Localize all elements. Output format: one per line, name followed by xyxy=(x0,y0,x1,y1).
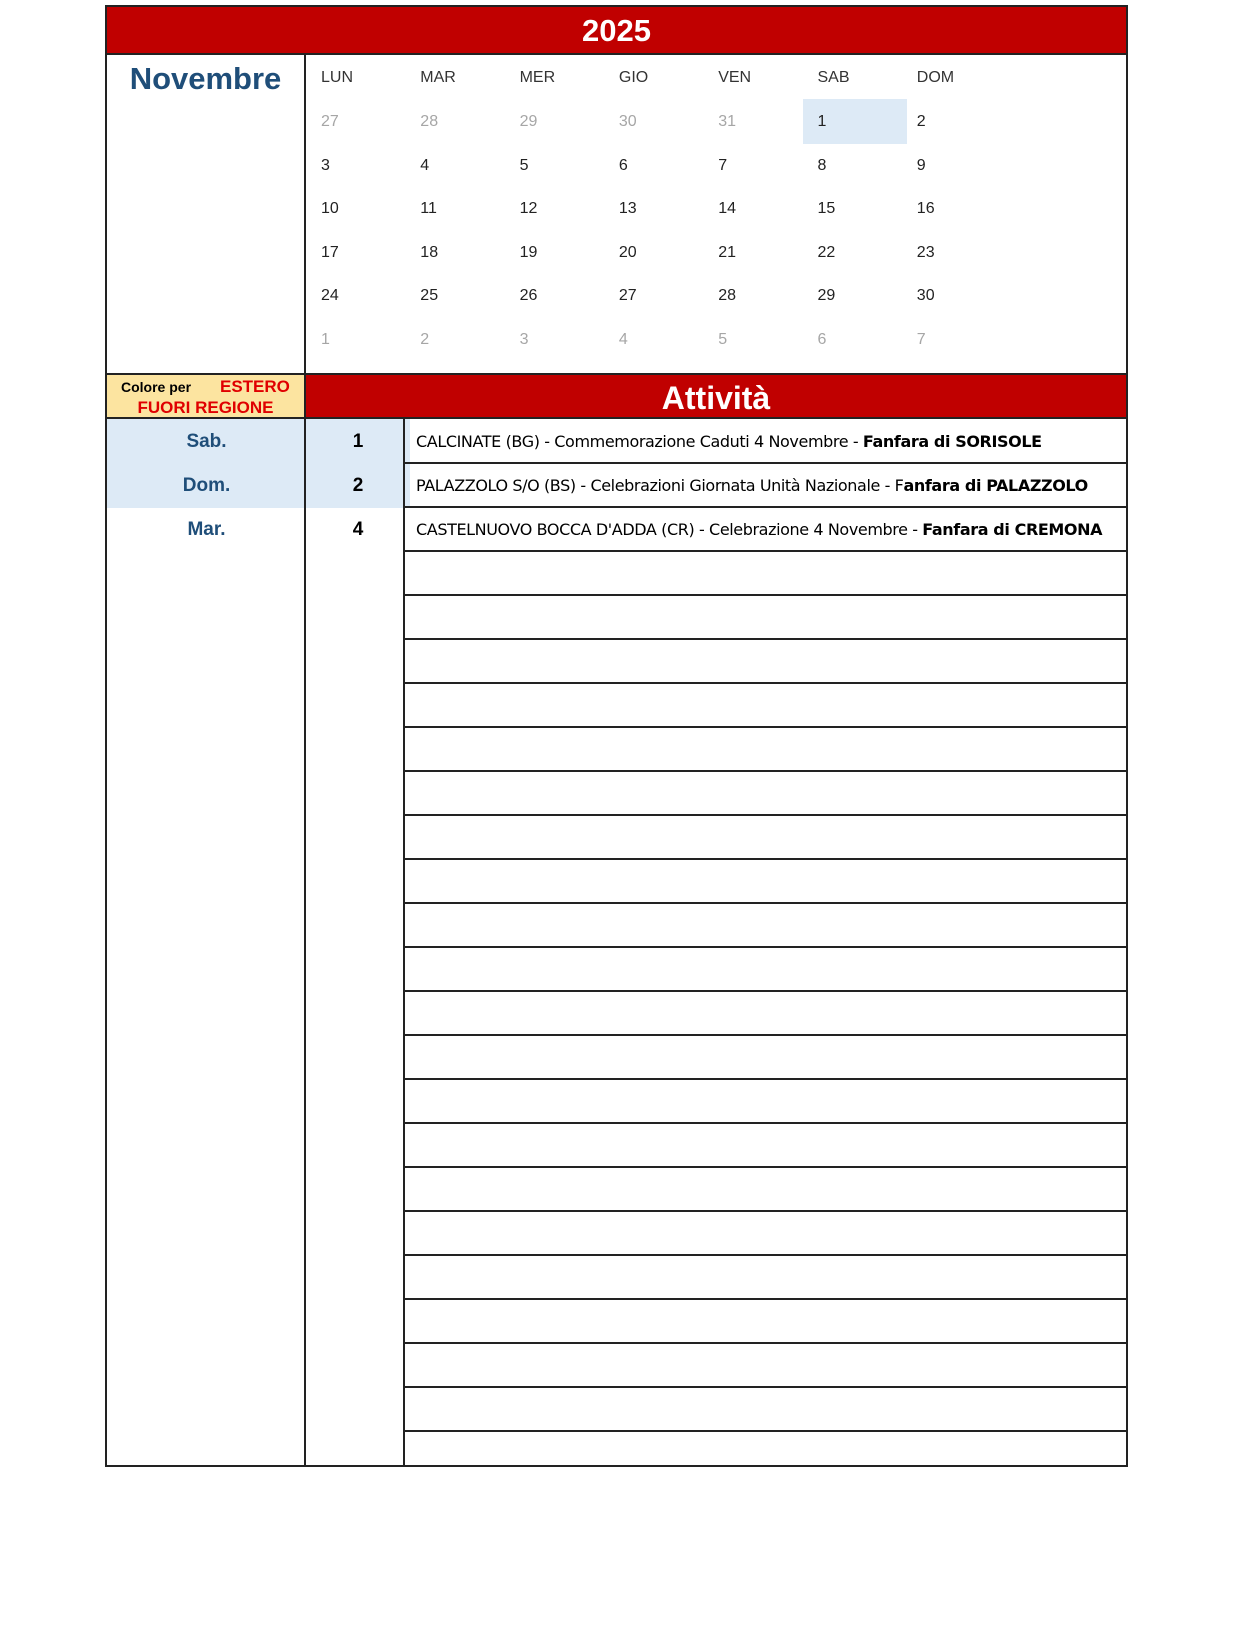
activity-row-line xyxy=(403,1078,1126,1080)
calendar-day: 3 xyxy=(519,331,529,348)
weekday-label: SAB xyxy=(817,69,850,86)
calendar-day: 28 xyxy=(718,287,736,305)
weekday-label: MAR xyxy=(420,69,456,86)
calendar-day: 27 xyxy=(618,287,637,305)
calendar-day: 13 xyxy=(618,200,637,218)
column-divider xyxy=(403,419,405,1465)
calendar-day: 5 xyxy=(718,331,728,348)
calendar-week-row xyxy=(306,273,1126,318)
activity-row-line xyxy=(403,1342,1126,1344)
calendar-day: 2 xyxy=(916,113,926,130)
calendar-day: 29 xyxy=(817,287,836,305)
calendar-week-row xyxy=(306,230,1126,275)
legend-fuori-regione: FUORI REGIONE xyxy=(137,398,274,417)
legend-prefix: Colore per xyxy=(121,379,192,395)
calendar-day: 27 xyxy=(321,113,339,130)
calendar-day: 30 xyxy=(916,287,935,305)
calendar-week-row xyxy=(306,186,1126,231)
calendar-day: 31 xyxy=(718,113,736,130)
mini-calendar xyxy=(306,55,1126,373)
calendar-day: 28 xyxy=(420,113,439,130)
calendar-week-row xyxy=(306,143,1126,188)
color-legend xyxy=(107,373,306,419)
activity-row-line xyxy=(403,1298,1126,1300)
calendar-day: 4 xyxy=(618,331,628,348)
calendar-day: 20 xyxy=(618,243,637,261)
activity-row-line xyxy=(403,1034,1126,1036)
activity-text: PALAZZOLO S/O (BS) - Celebrazioni Giornata Unità Nazionale - F xyxy=(416,476,904,495)
activity-band: Fanfara di CREMONA xyxy=(922,520,1103,539)
calendar-day: 7 xyxy=(718,156,728,174)
calendar-day: 15 xyxy=(817,200,836,218)
activity-row xyxy=(107,419,1126,464)
calendar-day: 16 xyxy=(916,200,935,218)
activity-row-line xyxy=(403,594,1126,596)
calendar-day: 1 xyxy=(321,331,330,348)
calendar-weekday-header xyxy=(306,55,1126,100)
calendar-week-row xyxy=(306,317,1126,362)
calendar-day: 21 xyxy=(718,243,736,261)
year-header: 2025 xyxy=(107,7,1126,55)
calendar-week-row xyxy=(306,99,1126,144)
activity-description xyxy=(412,463,1128,508)
weekday-label: DOM xyxy=(916,69,955,86)
calendar-day: 9 xyxy=(916,156,926,174)
activity-row-line xyxy=(403,462,1126,464)
calendar-day: 6 xyxy=(618,156,628,174)
activity-row-line xyxy=(403,1166,1126,1168)
month-column xyxy=(107,55,306,373)
calendar-day: 30 xyxy=(618,113,637,130)
activity-row xyxy=(107,463,1126,508)
calendar-day: 26 xyxy=(519,287,538,305)
activity-row-line xyxy=(403,506,1126,508)
activity-row-line xyxy=(403,550,1126,552)
activity-day-number: 2 xyxy=(306,463,410,508)
calendar-day: 2 xyxy=(420,331,430,348)
activity-description xyxy=(412,507,1128,552)
activity-row-line xyxy=(403,682,1126,684)
calendar-day: 24 xyxy=(321,287,339,305)
activities-header: Attività xyxy=(306,373,1126,419)
activity-row xyxy=(107,507,1126,552)
calendar-day: 17 xyxy=(321,243,339,261)
calendar-day: 29 xyxy=(519,113,538,130)
calendar-day: 23 xyxy=(916,243,935,261)
calendar-sheet xyxy=(105,5,1128,1467)
weekday-label: GIO xyxy=(618,69,649,86)
activity-row-line xyxy=(403,858,1126,860)
activity-description xyxy=(412,419,1128,464)
activity-row-line xyxy=(403,1122,1126,1124)
activity-weekday: Mar. xyxy=(187,519,226,540)
activity-row-line xyxy=(403,1430,1126,1432)
calendar-day: 18 xyxy=(420,243,439,261)
activity-row-line xyxy=(403,1254,1126,1256)
activity-row-line xyxy=(403,990,1126,992)
activity-row-line xyxy=(403,814,1126,816)
activity-row-line xyxy=(403,946,1126,948)
activity-row-line xyxy=(403,1386,1126,1388)
activity-text: CALCINATE (BG) - Commemorazione Caduti 4 Novembre - xyxy=(416,432,863,451)
month-title: Novembre xyxy=(129,61,282,96)
calendar-day: 4 xyxy=(420,156,430,174)
activity-text: CASTELNUOVO BOCCA D'ADDA (CR) - Celebrazione 4 Novembre - xyxy=(416,520,923,539)
calendar-day: 5 xyxy=(519,156,529,174)
calendar-day: 22 xyxy=(817,243,836,261)
calendar-day: 6 xyxy=(817,331,827,348)
activity-row-line xyxy=(403,902,1126,904)
activity-day-number: 4 xyxy=(352,519,364,540)
activity-row-line xyxy=(403,638,1126,640)
activity-row-line xyxy=(403,770,1126,772)
calendar-day: 25 xyxy=(420,287,439,305)
activity-weekday: Dom. xyxy=(107,463,306,508)
calendar-day: 3 xyxy=(321,156,330,174)
activity-weekday: Sab. xyxy=(107,419,306,464)
column-divider xyxy=(304,419,306,1465)
calendar-day: 14 xyxy=(718,200,736,218)
calendar-day-highlighted: 1 xyxy=(803,99,907,144)
weekday-label: VEN xyxy=(718,69,752,86)
legend-estero: ESTERO xyxy=(220,377,290,396)
activity-band: anfara di PALAZZOLO xyxy=(903,476,1088,495)
activity-day-number: 1 xyxy=(306,419,410,464)
activity-row-line xyxy=(403,726,1126,728)
calendar-day: 19 xyxy=(519,243,538,261)
calendar-day: 8 xyxy=(817,156,827,174)
calendar-day: 7 xyxy=(916,331,926,348)
calendar-day: 12 xyxy=(519,200,538,218)
weekday-label: MER xyxy=(519,69,556,86)
weekday-label: LUN xyxy=(321,69,354,86)
activity-row-line xyxy=(403,1210,1126,1212)
calendar-day: 10 xyxy=(321,200,339,218)
calendar-day: 11 xyxy=(420,200,437,218)
activity-band: Fanfara di SORISOLE xyxy=(862,432,1042,451)
